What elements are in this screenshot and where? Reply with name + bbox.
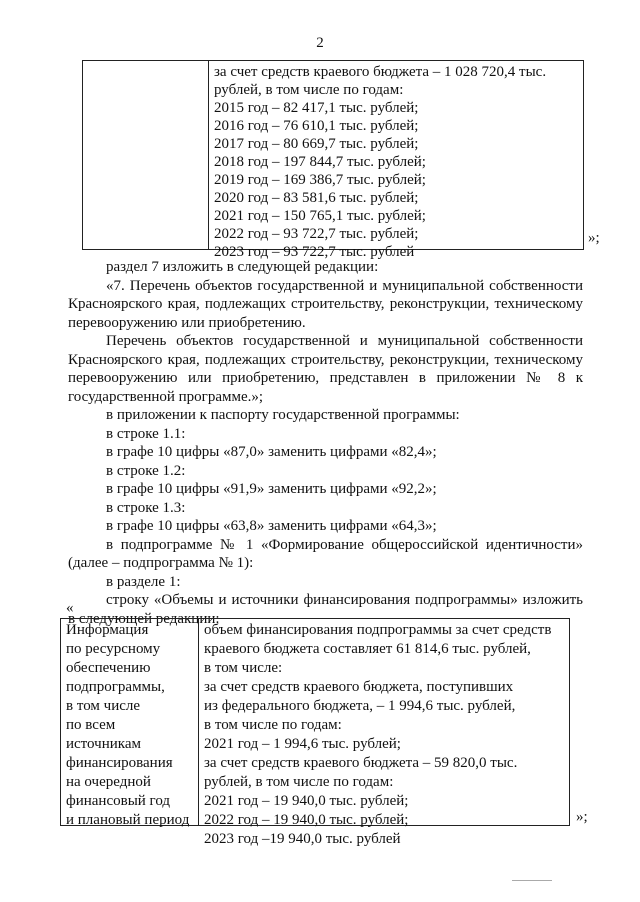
- table-line: на очередной: [66, 774, 151, 790]
- body-paragraph: строку «Объемы и источники финансирования подпрограммы» изложить в следующей редакции:: [68, 592, 583, 627]
- closing-quote: »;: [576, 809, 588, 825]
- table-line: 2022 год – 93 722,7 тыс. рублей;: [214, 226, 419, 242]
- table-line: за счет средств краевого бюджета – 59 820,0 тыс.: [204, 755, 518, 771]
- body-paragraph: в подпрограмме № 1 «Формирование общероссийской идентичности» (далее – подпрограмма № 1):: [68, 536, 583, 571]
- table-line: 2023 год – 93 722,7 тыс. рублей: [214, 244, 415, 260]
- table-line: 2020 год – 83 581,6 тыс. рублей;: [214, 190, 419, 206]
- table-line: за счет средств краевого бюджета, поступивших: [204, 679, 514, 695]
- top-table: [82, 60, 584, 260]
- table-line: Информация: [66, 622, 149, 638]
- table-column-divider: [198, 619, 199, 825]
- table-line: финансовый год: [66, 793, 171, 809]
- body-paragraph: в приложении к паспорту государственной программы:: [106, 407, 460, 423]
- table-line: 2016 год – 76 610,1 тыс. рублей;: [214, 118, 419, 134]
- table-line: по всем: [66, 717, 116, 733]
- table-line: 2015 год – 82 417,1 тыс. рублей;: [214, 100, 419, 116]
- table-line: объем финансирования подпрограммы за счет средств: [204, 622, 552, 638]
- table-line: рублей, в том числе по годам:: [214, 82, 404, 98]
- funding-table: [60, 618, 570, 847]
- table-line: в том числе: [66, 698, 141, 714]
- body-paragraph: в графе 10 цифры «91,9» заменить цифрами «92,2»;: [106, 481, 437, 497]
- table-line: в том числе по годам:: [204, 717, 342, 733]
- table-line: и плановый период: [66, 812, 190, 828]
- body-paragraph: «7. Перечень объектов государственной и муниципальной собственности Красноярского края, подлежащих строительству, реконструкции, техническому перевооружению или приобретению.: [68, 277, 583, 331]
- document-body: [68, 258, 583, 628]
- table-line: подпрограммы,: [66, 679, 165, 695]
- body-paragraph: в разделе 1:: [106, 573, 181, 590]
- table-line: обеспечению: [66, 660, 151, 676]
- body-paragraph: в графе 10 цифры «87,0» заменить цифрами «82,4»;: [106, 444, 437, 460]
- body-paragraph: в графе 10 цифры «63,8» заменить цифрами «64,3»;: [106, 518, 437, 534]
- table-line: 2023 год –19 940,0 тыс. рублей: [204, 831, 401, 847]
- table-line: 2021 год – 1 994,6 тыс. рублей;: [204, 736, 401, 752]
- table-line: 2021 год – 19 940,0 тыс. рублей;: [204, 793, 409, 809]
- closing-quote: »;: [588, 230, 600, 246]
- body-paragraph: в строке 1.1:: [106, 425, 186, 442]
- table-line: 2022 год – 19 940,0 тыс. рублей;: [204, 812, 409, 828]
- table-line: за счет средств краевого бюджета – 1 028 720,4 тыс.: [214, 64, 547, 80]
- body-paragraph: в строке 1.3:: [106, 499, 186, 516]
- body-paragraph: раздел 7 изложить в следующей редакции:: [106, 259, 379, 275]
- opening-quote: «: [66, 600, 74, 616]
- table-line: 2019 год – 169 386,7 тыс. рублей;: [214, 172, 426, 188]
- funding-table-label-cell: [66, 621, 196, 830]
- table-line: из федерального бюджета, – 1 994,6 тыс. рублей,: [204, 698, 516, 714]
- funding-table-value-cell: [204, 621, 565, 849]
- table-line: 2017 год – 80 669,7 тыс. рублей;: [214, 136, 419, 152]
- table-line: 2018 год – 197 844,7 тыс. рублей;: [214, 154, 426, 170]
- table-line: финансирования: [66, 755, 173, 771]
- table-column-divider: [208, 61, 209, 249]
- table-line: рублей, в том числе по годам:: [204, 774, 394, 790]
- table-line: в том числе:: [204, 660, 283, 676]
- table-line: источникам: [66, 736, 141, 752]
- scan-mark: [512, 880, 552, 881]
- page-number: 2: [316, 35, 324, 51]
- table-line: 2021 год – 150 765,1 тыс. рублей;: [214, 208, 426, 224]
- body-paragraph: Перечень объектов государственной и муниципальной собственности Красноярского края, подлежащих строительству, реконструкции, техническому перевооружению или приобретению, представлен в приложении № 8 к государственной программе.»;: [68, 333, 583, 405]
- body-paragraph: в строке 1.2:: [106, 462, 186, 479]
- table-line: краевого бюджета составляет 61 814,6 тыс. рублей,: [204, 641, 531, 657]
- table-line: по ресурсному: [66, 641, 161, 657]
- top-table-value-cell: [214, 63, 579, 261]
